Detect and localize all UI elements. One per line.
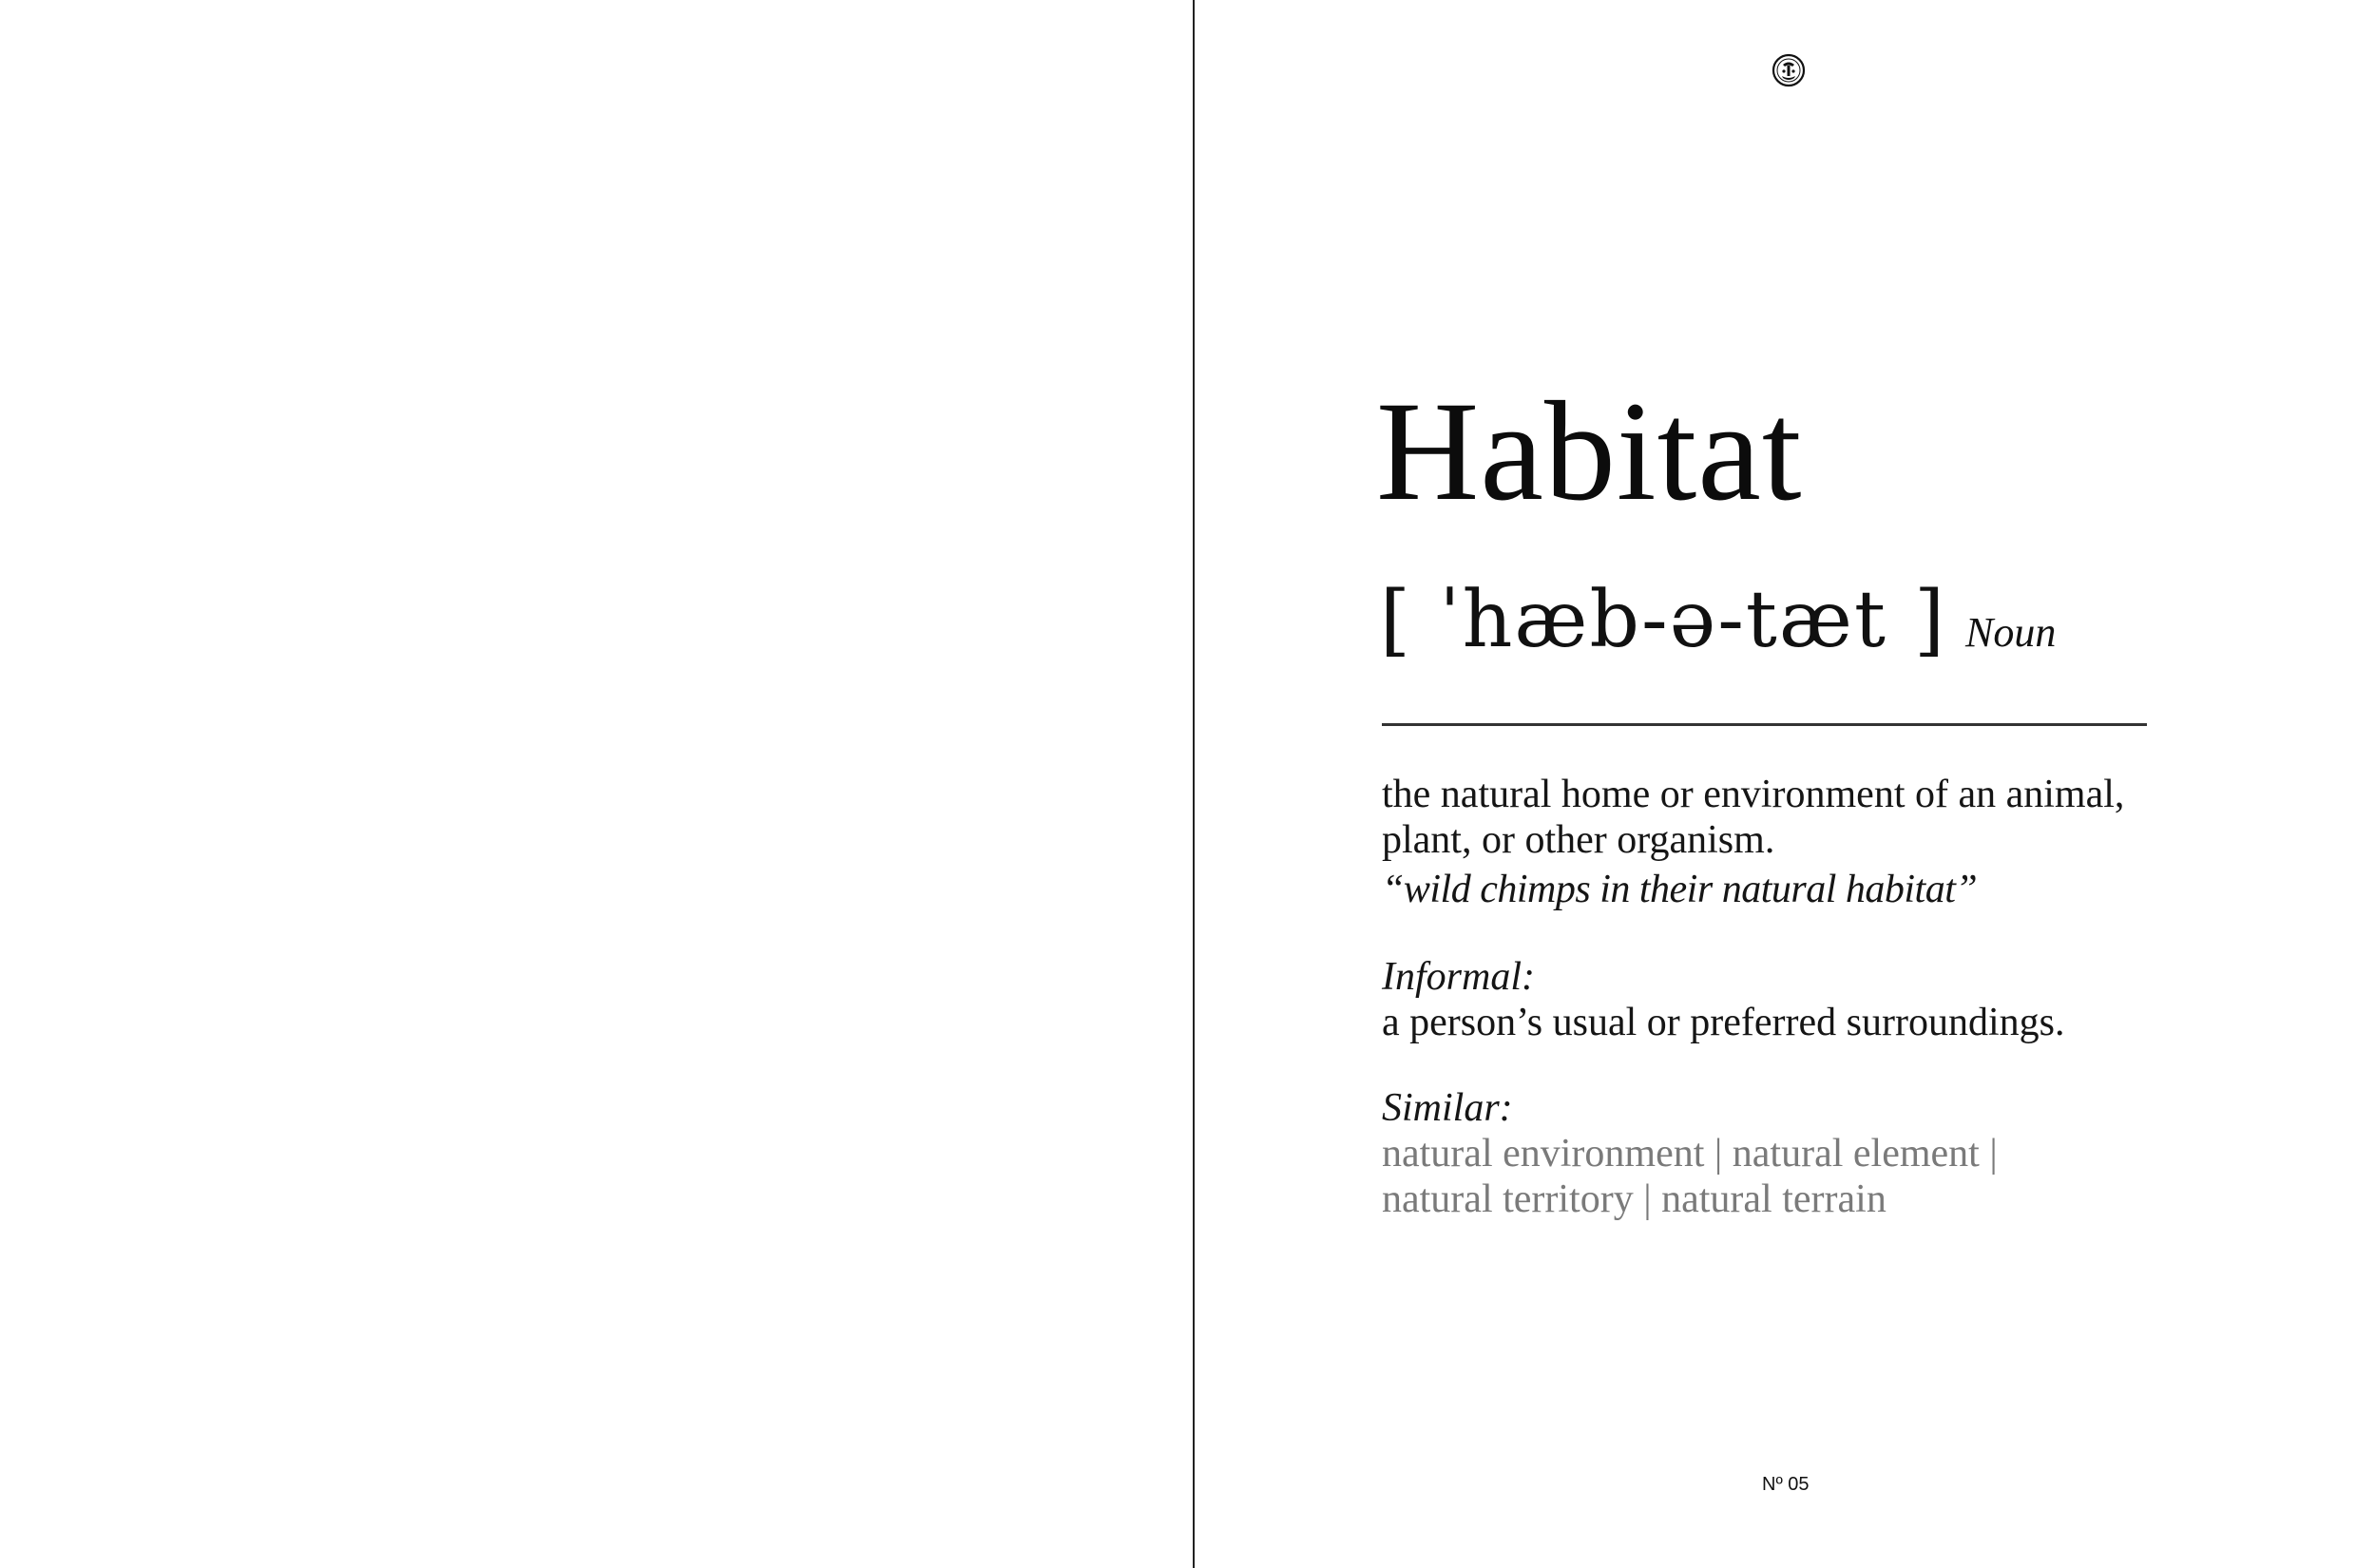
pronunciation-row xyxy=(1380,575,2057,665)
similar-label: Similar: xyxy=(1382,1086,1513,1130)
similar-words-line: natural environment | natural element | xyxy=(1382,1132,1998,1176)
definition-line: plant, or other organism. xyxy=(1382,818,1775,862)
informal-definition: a person’s usual or preferred surroundings. xyxy=(1382,1001,2065,1044)
usage-example: “wild chimps in their natural habitat” xyxy=(1382,868,1978,911)
pronunciation-text: [ ˈhæb-ə-tæt ] xyxy=(1380,575,1946,665)
informal-label: Informal: xyxy=(1382,955,1535,999)
similar-words-line: natural territory | natural terrain xyxy=(1382,1177,1887,1221)
emblem-icon xyxy=(1772,53,1806,87)
part-of-speech: Noun xyxy=(1964,609,2057,656)
divider-rule xyxy=(1382,723,2147,726)
page-number: Nº 05 xyxy=(1762,1474,1810,1495)
definition-line: the natural home or environment of an animal, xyxy=(1382,773,2125,816)
definition-text xyxy=(1382,772,2124,863)
headword-title: Habitat xyxy=(1376,373,1803,530)
similar-words-list xyxy=(1382,1131,1998,1222)
